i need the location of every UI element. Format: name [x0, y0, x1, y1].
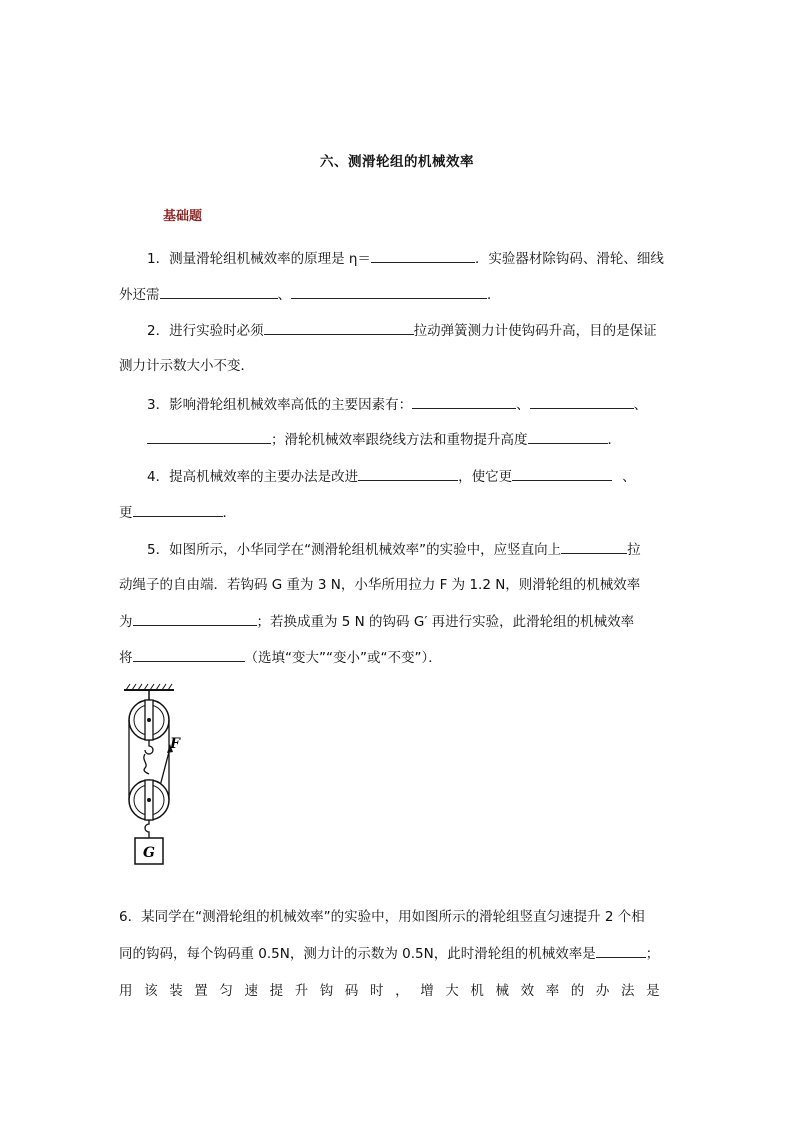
- q2-blank-1[interactable]: [264, 320, 414, 335]
- q2-text-a: 2．进行实验时必须: [147, 323, 264, 339]
- q3-text-a: 3．影响滑轮组机械效率高低的主要因素有：: [147, 397, 413, 413]
- q6-text-b: 同的钩码，每个钩码重 0.5N，测力计的示数为 0.5N，此时滑轮组的机械效率是: [119, 946, 596, 962]
- q4-text-c: 、: [622, 469, 636, 485]
- upper-hook: [145, 740, 153, 754]
- q2-text-c: 测力计示数大小不变．: [119, 358, 254, 374]
- question-1-line-2: [119, 284, 501, 305]
- question-2-line-2: [119, 356, 254, 376]
- q1-text-b: ．实验器材除钩码、滑轮、细线: [474, 251, 664, 267]
- question-6-line-3: [119, 981, 671, 1001]
- q1-text-e: ．: [487, 287, 501, 303]
- weight-label: G: [143, 845, 155, 861]
- question-1-line-1: [147, 248, 664, 269]
- q3-blank-3[interactable]: [147, 429, 271, 444]
- question-5-line-4: [119, 647, 442, 668]
- q5-text-e: ；若换成重为 5 N 的钩码 G′ 再进行实验，此滑轮组的机械效率: [256, 614, 635, 630]
- q5-text-d: 为: [119, 614, 133, 630]
- question-5-line-3: [119, 611, 634, 632]
- q4-text-d: 更: [119, 505, 133, 521]
- q1-blank-3[interactable]: [291, 284, 487, 299]
- question-2-line-1: [147, 320, 657, 341]
- section-heading: 基础题: [163, 209, 203, 224]
- q5-blank-1[interactable]: [561, 539, 627, 554]
- q5-text-b: 拉: [627, 542, 641, 558]
- q3-blank-1[interactable]: [412, 394, 516, 409]
- q3-text-b: 、: [516, 397, 530, 413]
- question-4-line-1: [147, 466, 636, 487]
- q4-text-a: 4．提高机械效率的主要办法是改进: [147, 469, 359, 485]
- q5-blank-2[interactable]: [133, 611, 257, 626]
- question-5-line-2: [119, 575, 640, 595]
- question-4-line-2: [119, 502, 236, 523]
- q2-text-b: 拉动弹簧测力计使钩码升高，目的是保证: [413, 323, 657, 339]
- rope-hook-link: [144, 754, 149, 774]
- pulley-system-figure: [118, 680, 188, 870]
- q4-blank-1[interactable]: [358, 466, 458, 481]
- q3-text-d: ；滑轮机械效率跟绕线方法和重物提升高度: [271, 432, 528, 448]
- q4-blank-3[interactable]: [133, 502, 223, 517]
- movable-pulley: [129, 780, 169, 820]
- q5-text-c: 动绳子的自由端．若钩码 G 重为 3 N，小华所用拉力 F 为 1.2 N，则滑轮组的机械效率: [119, 577, 641, 593]
- q6-blank-1[interactable]: [596, 943, 646, 958]
- q4-blank-2[interactable]: [512, 466, 612, 481]
- q1-blank-2[interactable]: [160, 284, 278, 299]
- q5-text-g: （选填“变大”“变小”或“不变”）．: [244, 650, 442, 666]
- page-title: 六、测滑轮组的机械效率: [320, 154, 474, 170]
- question-6-line-2: [119, 943, 659, 964]
- force-label: F: [170, 736, 180, 752]
- q1-text-d: 、: [277, 287, 291, 303]
- q1-text-a: 1．测量滑轮组机械效率的原理是 η＝: [147, 251, 371, 267]
- q4-text-b: ，使它更: [458, 469, 513, 485]
- q5-text-a: 5．如图所示，小华同学在“测滑轮组机械效率”的实验中，应竖直向上: [147, 542, 562, 558]
- lower-hook: [145, 820, 149, 838]
- q5-text-f: 将: [119, 650, 133, 666]
- question-6-line-1: [119, 907, 645, 927]
- q3-text-c: 、: [633, 397, 648, 413]
- q3-blank-2[interactable]: [530, 394, 634, 409]
- fixed-pulley: [129, 700, 169, 740]
- question-3-line-2: [147, 429, 621, 450]
- q6-text-c: ；: [645, 946, 660, 962]
- q6-text-d: 用该装置匀速提升钩码时，增大机械效率的办法是: [119, 983, 672, 999]
- q3-blank-4[interactable]: [528, 429, 608, 444]
- q1-text-c: 外还需: [119, 287, 160, 303]
- q1-blank-1[interactable]: [371, 248, 475, 263]
- q3-text-e: ．: [607, 432, 621, 448]
- question-3-line-1: [147, 394, 647, 415]
- q6-text-a: 6．某同学在“测滑轮组的机械效率”的实验中，用如图所示的滑轮组竖直匀速提升 2 个相: [119, 909, 645, 925]
- q4-text-e: ．: [222, 505, 236, 521]
- q5-blank-3[interactable]: [133, 647, 245, 662]
- question-5-line-1: [147, 539, 641, 560]
